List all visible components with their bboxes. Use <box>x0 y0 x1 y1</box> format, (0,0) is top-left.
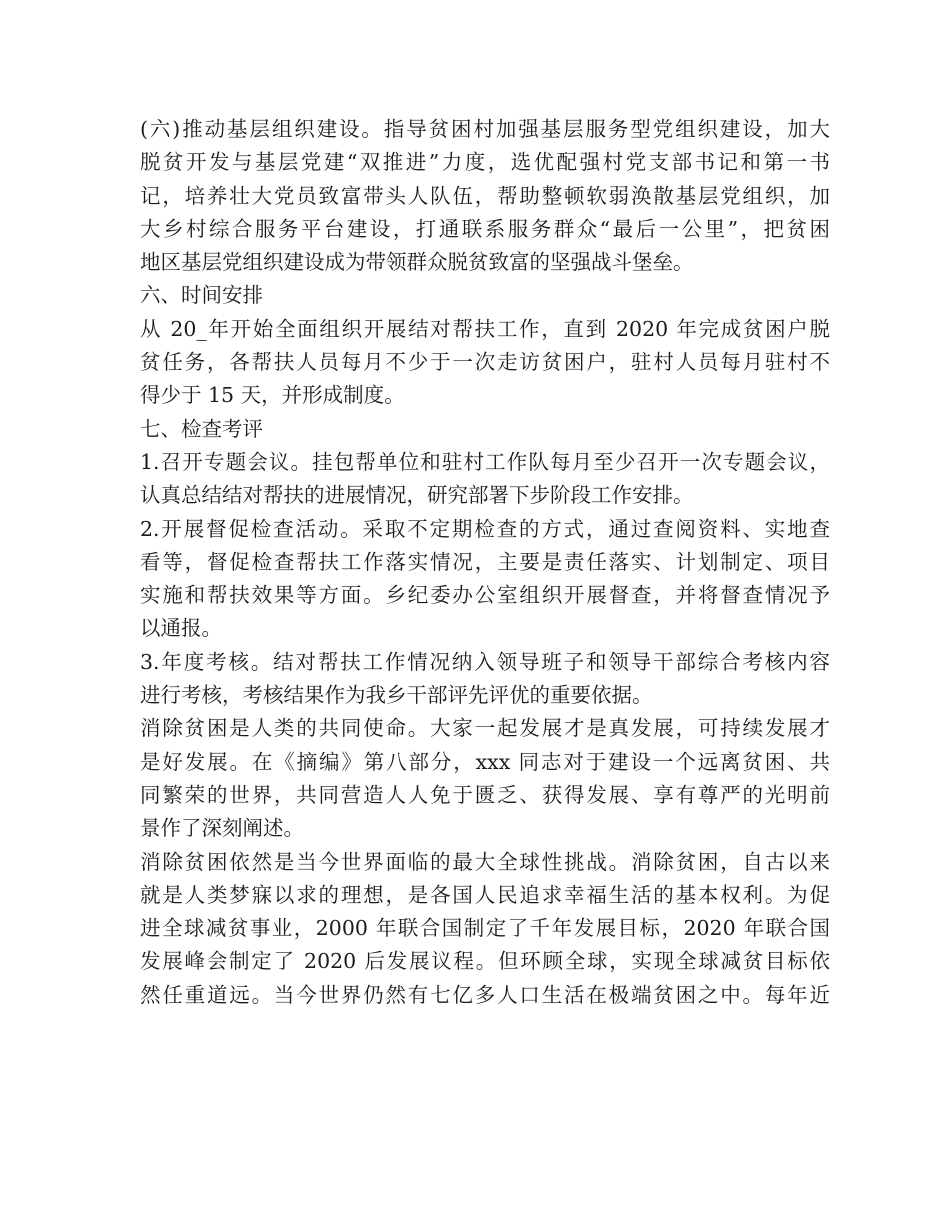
text-line: 实施和帮扶效果等方面。乡纪委办公室组织开展督查，并将督查情况予 <box>140 583 830 608</box>
section-heading: 七、检查考评 <box>140 416 263 441</box>
document-body <box>140 113 830 1012</box>
text-line: 就是人类梦寐以求的理想，是各国人民追求幸福生活的基本权利。为促 <box>140 882 830 907</box>
text-line: 3.年度考核。结对帮扶工作情况纳入领导班子和领导干部综合考核内容 <box>140 649 830 674</box>
text-line: 然任重道远。当今世界仍然有七亿多人口生活在极端贫困之中。每年近 <box>140 982 830 1007</box>
text-line: 地区基层党组织建设成为带领群众脱贫致富的坚强战斗堡垒。 <box>140 250 694 275</box>
text-line: 以通报。 <box>140 616 222 641</box>
text-line: 进行考核，考核结果作为我乡干部评先评优的重要依据。 <box>140 683 653 708</box>
text-line: 从 20_年开始全面组织开展结对帮扶工作，直到 2020 年完成贫困户脱 <box>140 316 830 341</box>
text-line: 大乡村综合服务平台建设，打通联系服务群众“最后一公里”，把贫困 <box>140 216 830 241</box>
text-line: 2.开展督促检查活动。采取不定期检查的方式，通过查阅资料、实地查 <box>140 516 830 541</box>
text-line: 认真总结结对帮扶的进展情况，研究部署下步阶段工作安排。 <box>140 483 694 508</box>
text-line: 发展峰会制定了 2020 后发展议程。但环顾全球，实现全球减贫目标依 <box>140 949 830 974</box>
text-line: 景作了深刻阐述。 <box>140 816 304 841</box>
text-line: 消除贫困是人类的共同使命。大家一起发展才是真发展，可持续发展才 <box>140 716 830 741</box>
text-line: 得少于 15 天，并形成制度。 <box>140 383 405 408</box>
text-line: 1.召开专题会议。挂包帮单位和驻村工作队每月至少召开一次专题会议， <box>140 449 830 474</box>
text-line: 贫任务，各帮扶人员每月不少于一次走访贫困户，驻村人员每月驻村不 <box>140 350 830 375</box>
text-line: 看等，督促检查帮扶工作落实情况，主要是责任落实、计划制定、项目 <box>140 549 830 574</box>
text-line: 是好发展。在《摘编》第八部分，xxx 同志对于建设一个远离贫困、共 <box>140 749 830 774</box>
text-line: 同繁荣的世界，共同营造人人免于匮乏、获得发展、享有尊严的光明前 <box>140 782 830 807</box>
text-line: 消除贫困依然是当今世界面临的最大全球性挑战。消除贫困，自古以来 <box>140 849 830 874</box>
text-line: (六)推动基层组织建设。指导贫困村加强基层服务型党组织建设，加大 <box>140 117 830 141</box>
section-heading: 六、时间安排 <box>140 283 263 308</box>
text-line: 进全球减贫事业，2000 年联合国制定了千年发展目标，2020 年联合国 <box>140 916 830 941</box>
text-line: 脱贫开发与基层党建“双推进”力度，选优配强村党支部书记和第一书 <box>140 150 830 175</box>
text-line: 记，培养壮大党员致富带头人队伍，帮助整顿软弱涣散基层党组织，加 <box>140 183 830 208</box>
